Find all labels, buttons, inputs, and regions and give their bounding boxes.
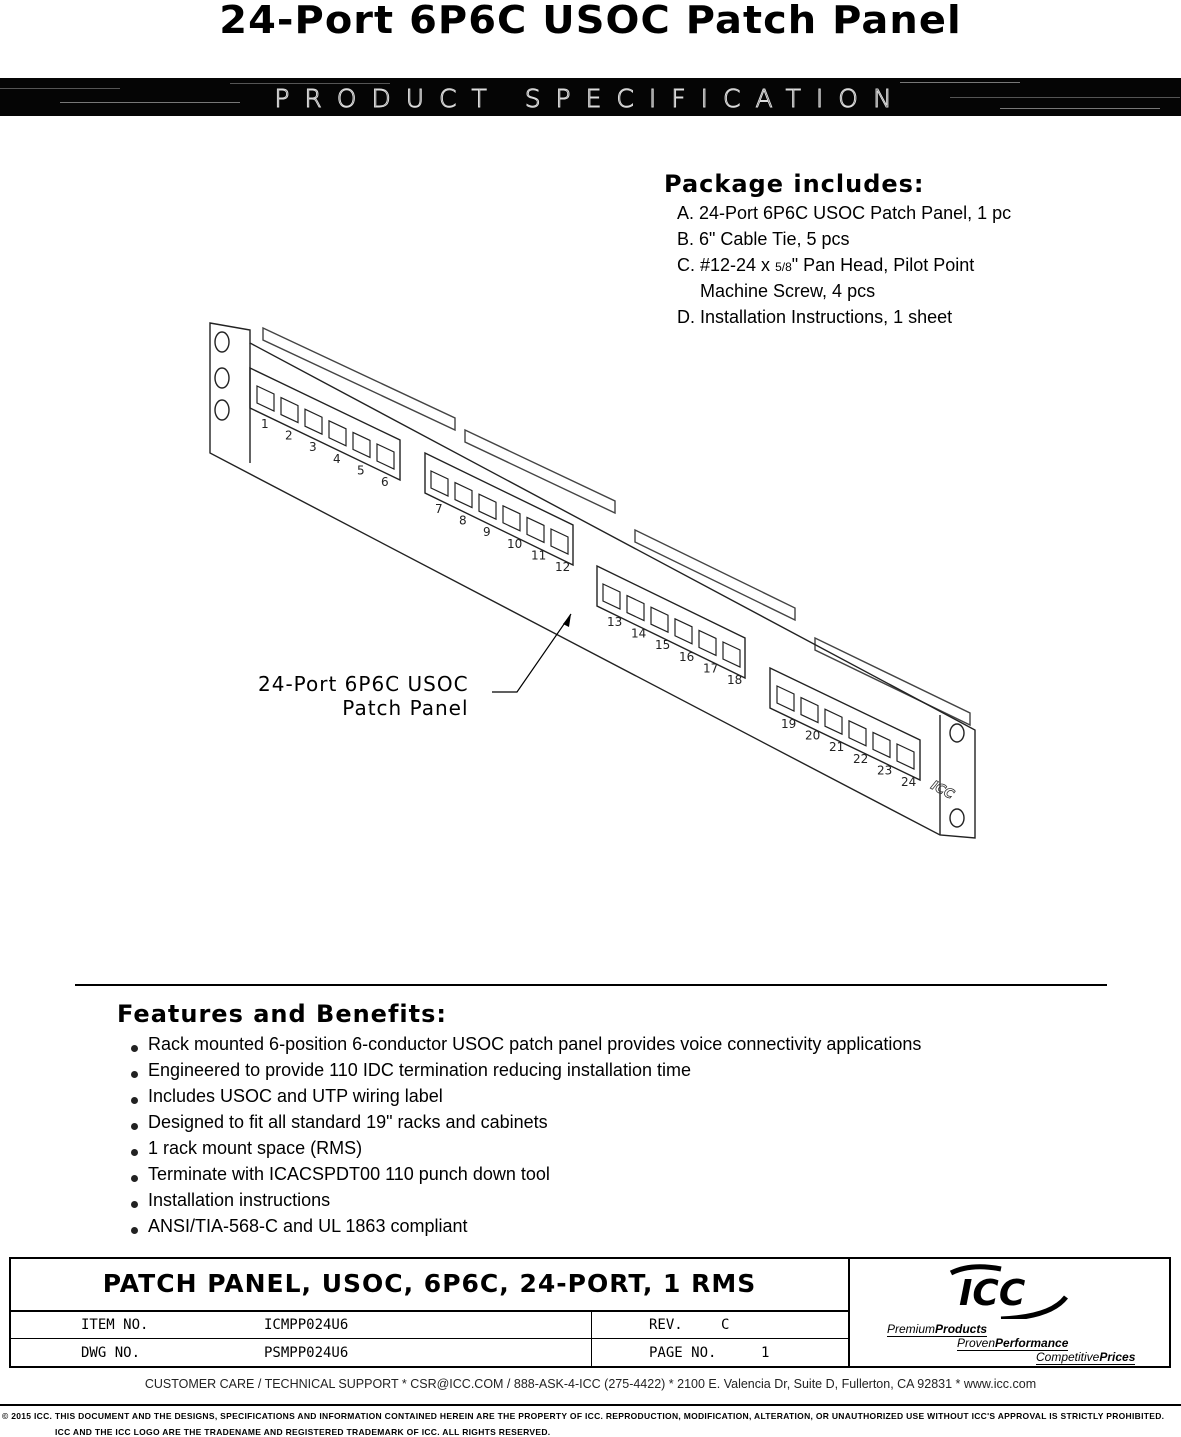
trademark-notice: ICC AND THE ICC LOGO ARE THE TRADENAME AND REGISTERED TRADEMARK OF ICC. ALL RIGHTS RESERVED. [55, 1427, 551, 1437]
title-block-product: PATCH PANEL, USOC, 6P6C, 24-PORT, 1 RMS [102, 1269, 757, 1298]
jack-icon [699, 630, 716, 655]
feature-text: Designed to fit all standard 19" racks and cabinets [148, 1112, 548, 1132]
item-no-label: ITEM NO. [81, 1317, 149, 1333]
feature-item [131, 1112, 548, 1133]
port-number: 9 [483, 525, 491, 540]
jack-icon [627, 596, 644, 621]
bullet-icon [131, 1097, 138, 1104]
feature-text: Terminate with ICACSPDT00 110 punch down tool [148, 1164, 550, 1184]
section-divider [75, 984, 1107, 986]
port-number: 16 [679, 649, 695, 664]
port-number: 6 [381, 475, 389, 489]
port-number: 19 [781, 717, 797, 731]
tagline-1: PremiumProducts [887, 1322, 988, 1336]
features-heading: Features and Benefits: [117, 1000, 447, 1028]
port-number: 12 [555, 560, 571, 574]
jack-icon [503, 506, 520, 531]
package-item: B. 6" Cable Tie, 5 pcs [677, 229, 850, 249]
bullet-icon [131, 1045, 138, 1052]
feature-text: Engineered to provide 110 IDC termination reducing installation time [148, 1060, 691, 1080]
jack-icon [377, 444, 394, 469]
item-no-value: ICMPP024U6 [264, 1317, 349, 1333]
banner-text: PRODUCT SPECIFICATION [274, 84, 907, 113]
package-item-text: C. #12-24 x [677, 255, 776, 275]
feature-item [131, 1060, 691, 1081]
port-number: 5 [357, 463, 365, 478]
port-number: 15 [655, 638, 671, 653]
package-item: A. 24-Port 6P6C USOC Patch Panel, 1 pc [677, 203, 1012, 223]
jack-icon [675, 619, 692, 644]
callout-line-2: Patch Panel [342, 696, 469, 720]
jack-icon [849, 721, 866, 746]
tagline-3: CompetitivePrices [1036, 1350, 1136, 1364]
jack-icon [329, 421, 346, 446]
bullet-icon [131, 1175, 138, 1182]
jack-icon [479, 494, 496, 519]
bullet-icon [131, 1227, 138, 1234]
port-group-2 [425, 453, 573, 565]
port-group-1 [250, 368, 400, 480]
package-item-text: " Pan Head, Pilot Point [791, 255, 975, 275]
icc-logo-text: ICC [959, 1273, 1026, 1314]
callout-line-1: 24-Port 6P6C USOC [258, 672, 469, 696]
tagline-2: ProvenPerformance [957, 1336, 1069, 1350]
copyright-notice: © 2015 ICC. THIS DOCUMENT AND THE DESIGNS, SPECIFICATIONS AND INFORMATION CONTAINED HEREIN ARE THE PROPERTY OF ICC. REPRODUCTION, MODIFICATION, ALTERATION, OR UNAUTHORIZED USE WITHOUT ICC'S APPROVAL IS STRICTLY PROHIBITED. [2, 1411, 1165, 1421]
product-specification-banner [0, 78, 1181, 116]
port-number: 13 [607, 615, 623, 629]
jack-icon [603, 584, 620, 609]
package-item [677, 255, 974, 276]
feature-text: Includes USOC and UTP wiring label [148, 1086, 443, 1106]
feature-item [131, 1216, 468, 1237]
feature-item [131, 1034, 921, 1055]
jack-icon [777, 686, 794, 711]
feature-item [131, 1138, 362, 1159]
jack-icon [353, 432, 370, 457]
arrow-head-icon [563, 614, 571, 627]
panel-logo: ICC [928, 778, 957, 803]
jack-icon [455, 483, 472, 508]
callout-leader-line [492, 614, 571, 692]
jack-icon [801, 698, 818, 723]
feature-text: ANSI/TIA-568-C and UL 1863 compliant [148, 1216, 468, 1236]
rev-label: REV. [649, 1317, 683, 1333]
bullet-icon [131, 1149, 138, 1156]
package-item: Machine Screw, 4 pcs [700, 281, 876, 301]
port-number: 20 [805, 728, 821, 743]
footer-divider [0, 1404, 1181, 1406]
support-contact-line: CUSTOMER CARE / TECHNICAL SUPPORT * CSR@ICC.COM / 888-ASK-4-ICC (275-4422) * 2100 E. Valencia Dr, Suite D, Fullerton, CA 92831 * www.icc.com [144, 1377, 1037, 1391]
title-block [9, 1257, 1171, 1368]
page-no-label: PAGE NO. [649, 1345, 717, 1361]
port-number: 3 [309, 440, 317, 455]
icc-logo-area [851, 1259, 1169, 1366]
port-number: 11 [531, 548, 547, 563]
jack-icon [651, 607, 668, 632]
jack-icon [431, 471, 448, 496]
fraction: 5/8 [775, 260, 792, 274]
port-number: 4 [333, 451, 341, 466]
feature-item [131, 1190, 330, 1211]
jack-icon [305, 409, 322, 434]
port-number: 24 [901, 775, 917, 789]
jack-icon [527, 517, 544, 542]
bullet-icon [131, 1123, 138, 1130]
bullet-icon [131, 1071, 138, 1078]
jack-icon [257, 386, 274, 411]
port-number: 7 [435, 502, 443, 516]
feature-item [131, 1164, 550, 1185]
port-number: 22 [853, 751, 869, 766]
port-number: 8 [459, 513, 467, 528]
port-number: 14 [631, 626, 647, 641]
jack-icon [873, 732, 890, 757]
jack-icon [825, 709, 842, 734]
document-title: 24-Port 6P6C USOC Patch Panel [219, 0, 962, 42]
dwg-no-value: PSMPP024U6 [264, 1345, 349, 1361]
port-number: 21 [829, 740, 845, 755]
jack-icon [723, 642, 740, 667]
feature-text: 1 rack mount space (RMS) [148, 1138, 363, 1158]
jack-icon [897, 744, 914, 769]
drawing-callout [258, 672, 469, 720]
jack-icon [551, 529, 568, 554]
feature-item [131, 1086, 443, 1107]
port-number: 2 [285, 428, 293, 443]
package-item: D. Installation Instructions, 1 sheet [677, 307, 953, 327]
port-number: 18 [727, 673, 743, 687]
port-number: 10 [507, 536, 523, 551]
feature-text: Rack mounted 6-position 6-conductor USOC patch panel provides voice connectivity applications [148, 1034, 922, 1054]
jack-icon [281, 398, 298, 423]
port-number: 1 [261, 417, 269, 431]
port-number: 23 [877, 763, 893, 778]
dwg-no-label: DWG NO. [81, 1345, 141, 1361]
rev-value: C [721, 1317, 730, 1333]
icc-logo [851, 1259, 1169, 1319]
patch-panel-drawing [195, 318, 985, 848]
bullet-icon [131, 1201, 138, 1208]
feature-text: Installation instructions [148, 1190, 331, 1210]
port-number: 17 [703, 661, 719, 676]
page-no-value: 1 [761, 1345, 770, 1361]
package-includes-heading: Package includes: [664, 170, 925, 198]
